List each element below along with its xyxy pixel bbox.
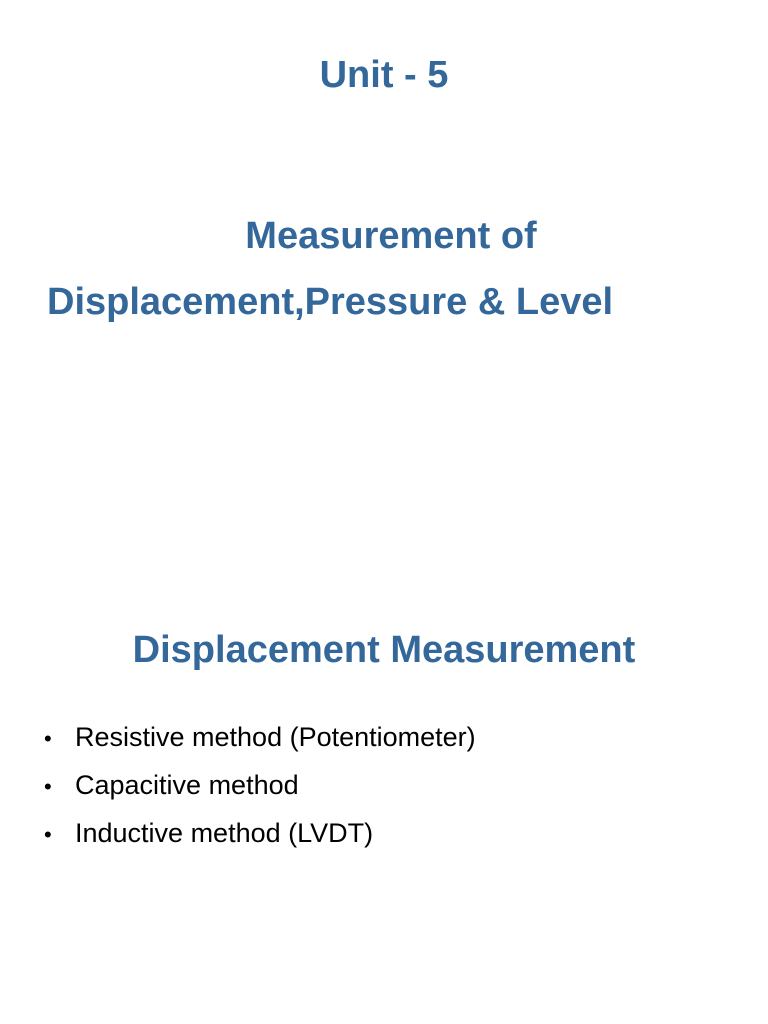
- list-item: [44, 818, 476, 866]
- section-title: Displacement Measurement: [132, 629, 636, 671]
- bullet-text: Inductive method (LVDT): [75, 818, 374, 848]
- bullet-list: [44, 722, 476, 866]
- bullet-text: Capacitive method: [75, 770, 299, 800]
- content-slide: [0, 512, 768, 1024]
- bullet-icon: •: [44, 822, 52, 847]
- list-item: [44, 722, 476, 770]
- slide-title-line-1: Measurement of: [245, 215, 537, 257]
- slide-title-line-2: Displacement,Pressure & Level: [47, 281, 614, 323]
- list-item: [44, 770, 476, 818]
- bullet-icon: •: [44, 774, 52, 799]
- bullet-text: Resistive method (Potentiometer): [75, 722, 476, 752]
- bullet-icon: •: [44, 726, 52, 751]
- unit-title: Unit - 5: [319, 54, 449, 96]
